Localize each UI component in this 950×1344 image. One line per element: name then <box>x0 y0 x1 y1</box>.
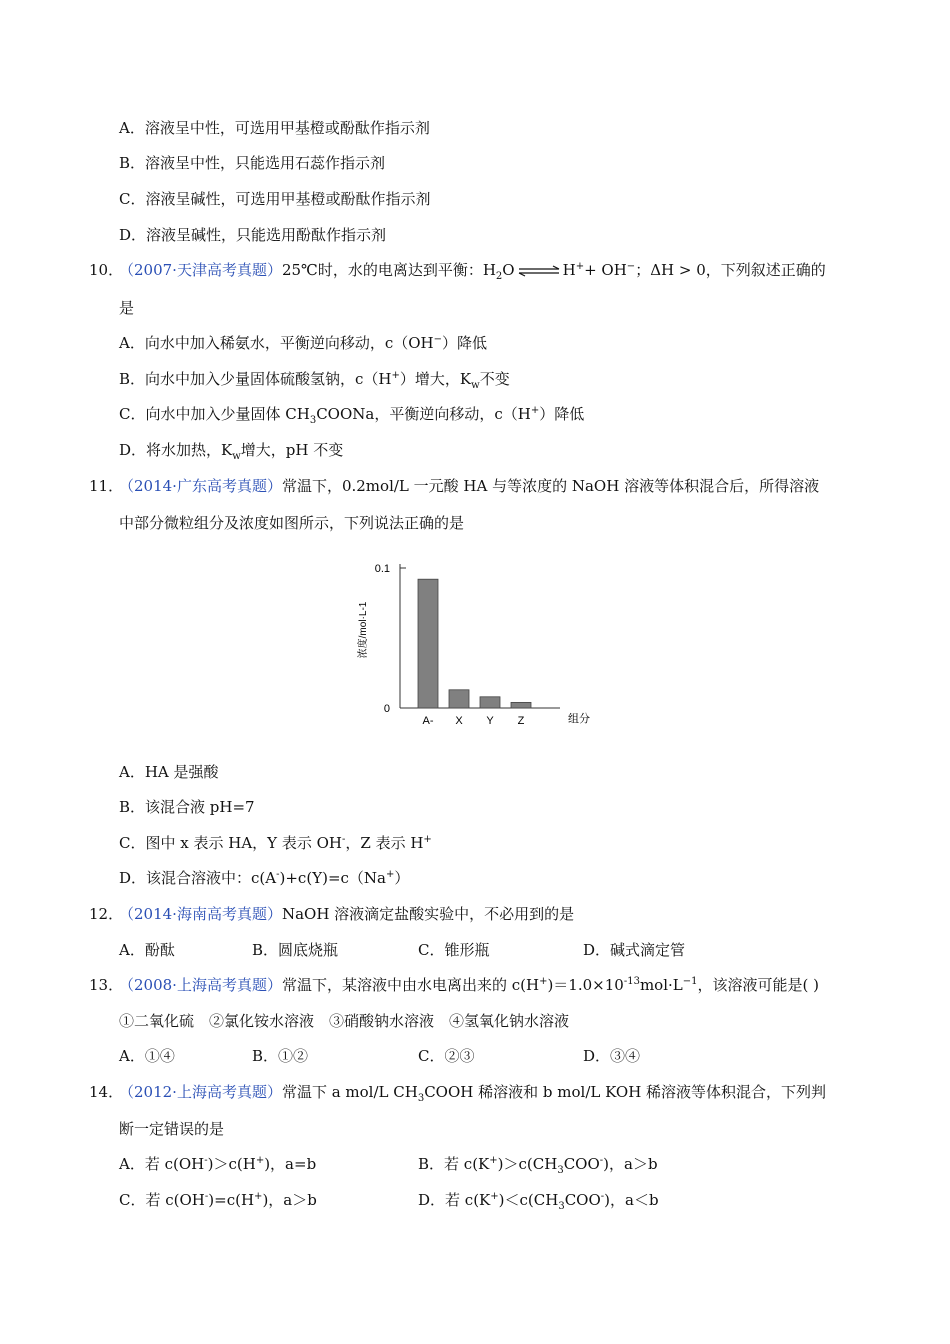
bar-0 <box>418 579 438 708</box>
question-body: （2014·广东高考真题）常温下，0.2mol/L 一元酸 HA 与等浓度的 NaOH 溶液等体积混合后，所得溶液 <box>119 477 820 495</box>
q10-option-a: A．向水中加入稀氨水，平衡逆向移动，c（OH−）降低 <box>119 334 488 352</box>
q11-stem-line2: 中部分微粒组分及浓度如图所示，下列说法正确的是 <box>119 514 465 532</box>
bar-2 <box>480 697 500 708</box>
q10-option-b: B．向水中加入少量固体硫酸氢钠，c（H+）增大，$K_w$不变 <box>119 370 510 391</box>
question-body: （2012·上海高考真题）常温下 a mol/L $CH_3COOH$ 稀溶液和 b mol/L KOH 稀溶液等体积混合，下列判 <box>119 1083 827 1104</box>
q14-option-a: A．若 c(OH-)＞c(H+)，a=b <box>119 1155 317 1173</box>
question-source: （2014·海南高考真题） <box>119 905 282 923</box>
question-number: 10． <box>89 261 124 279</box>
bar-3 <box>511 702 531 708</box>
x-axis-label: 组分 <box>568 713 590 725</box>
q12-option-b: B．圆底烧瓶 <box>252 941 339 959</box>
q13-option-c: C．②③ <box>418 1047 475 1065</box>
x-tick-label-0: A- <box>422 715 434 727</box>
q14-stem-line2: 断一定错误的是 <box>119 1120 225 1138</box>
x-tick-label-1: X <box>455 715 463 727</box>
y-axis-label: 浓度/mol·L-1 <box>358 601 369 659</box>
q10-option-d: D．将水加热，$K_w$增大，pH 不变 <box>119 441 344 462</box>
question-number: 13． <box>89 976 124 994</box>
concentration-bar-chart <box>350 552 610 742</box>
y-tick-label-1: 0.1 <box>374 563 390 575</box>
question-number: 14． <box>89 1083 124 1101</box>
q10-option-c: C．向水中加入少量固体 $CH_3COONa$，平衡逆向移动，c（H+）降低 <box>119 405 585 426</box>
q12-option-d: D．碱式滴定管 <box>583 941 686 959</box>
q11-option-c: C．图中 x 表示 HA，Y 表示 OH-，Z 表示 H+ <box>119 834 432 852</box>
x-tick-label-3: Z <box>517 715 525 727</box>
question-number: 11． <box>89 477 124 495</box>
q9-option-b: B．溶液呈中性，只能选用石蕊作指示剂 <box>119 154 386 172</box>
q11-option-d: D．该混合溶液中：c(A-)+c(Y)=c（Na+） <box>119 869 410 887</box>
question-source: （2007·天津高考真题） <box>119 261 282 279</box>
q12-option-a: A．酚酞 <box>119 941 175 959</box>
q9-option-c: C．溶液呈碱性，可选用甲基橙或酚酞作指示剂 <box>119 190 431 208</box>
q14-option-b: B．若 $c(K^+)>c(CH_3COO^-)$，a＞b <box>418 1155 658 1176</box>
question-source: （2014·广东高考真题） <box>119 477 282 495</box>
question-body: （2014·海南高考真题）NaOH 溶液滴定盐酸实验中，不必用到的是 <box>119 905 575 923</box>
question-body: （2007·天津高考真题）25℃时，水的电离达到平衡：$H_2O$ H++ OH−；ΔH > 0，下列叙述正确的 <box>119 261 826 282</box>
q9-option-a: A．溶液呈中性，可选用甲基橙或酚酞作指示剂 <box>119 119 430 137</box>
q14-option-c: C．若 c(OH-)=c(H+)，a＞b <box>119 1191 317 1209</box>
question-number: 12． <box>89 905 124 923</box>
q13-option-a: A．①④ <box>119 1047 175 1065</box>
q13-items: ①二氧化硫 ②氯化铵水溶液 ③硝酸钠水溶液 ④氢氧化钠水溶液 <box>119 1012 570 1030</box>
bar-1 <box>449 690 469 708</box>
y-tick-label-0: 0 <box>383 703 390 715</box>
question-source: （2012·上海高考真题） <box>119 1083 282 1101</box>
q9-option-d: D．溶液呈碱性，只能选用酚酞作指示剂 <box>119 226 387 244</box>
x-tick-label-2: Y <box>486 715 494 727</box>
q13-option-b: B．①② <box>252 1047 309 1065</box>
q14-option-d: D．若 $c(K^+)<c(CH_3COO^-)$，a＜b <box>418 1191 659 1212</box>
q13-option-d: D．③④ <box>583 1047 641 1065</box>
q11-option-a: A．HA 是强酸 <box>119 763 219 781</box>
q12-option-c: C．锥形瓶 <box>418 941 490 959</box>
question-body: （2008·上海高考真题）常温下，某溶液中由水电离出来的 $c(H^+)=1.0\times 10^{-13}mol\cdot L^{-1}$，该溶液可能是( ) <box>119 976 819 994</box>
q11-option-b: B．该混合液 pH=7 <box>119 798 255 816</box>
question-source: （2008·上海高考真题） <box>119 976 282 994</box>
q10-stem-line2: 是 <box>119 299 135 317</box>
equilibrium-arrow-icon <box>517 265 561 277</box>
